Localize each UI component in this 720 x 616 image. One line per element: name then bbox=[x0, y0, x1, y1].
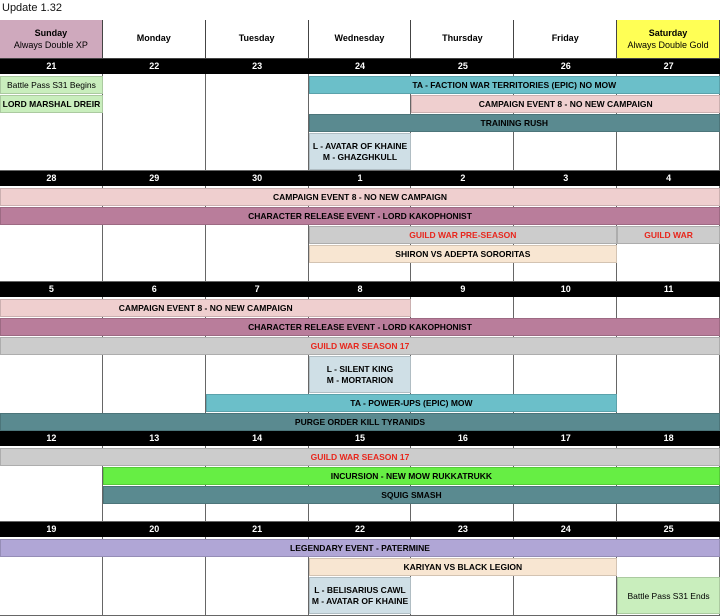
event-bar[interactable] bbox=[309, 356, 412, 393]
event-label: CHARACTER RELEASE EVENT - LORD KAKOPHONIST bbox=[248, 211, 472, 221]
date-label: 19 bbox=[46, 524, 57, 534]
date-label: 3 bbox=[563, 173, 569, 183]
event-bar[interactable] bbox=[103, 467, 720, 485]
date-label: 1 bbox=[357, 173, 363, 183]
event-label: TRAINING RUSH bbox=[480, 118, 549, 128]
event-bar[interactable] bbox=[0, 76, 103, 94]
date-label: 27 bbox=[663, 61, 674, 71]
day-name: Tuesday bbox=[238, 33, 275, 43]
day-note: Always Double Gold bbox=[627, 40, 709, 50]
date-label: 22 bbox=[355, 524, 366, 534]
date-label: 5 bbox=[48, 284, 54, 294]
date-label: 12 bbox=[46, 433, 57, 443]
day-cell[interactable] bbox=[206, 74, 309, 171]
event-line: M - GHAZGHKULL bbox=[322, 151, 398, 162]
event-label: LORD MARSHAL DREIR bbox=[2, 99, 101, 109]
day-name: Sunday bbox=[34, 28, 68, 38]
week-date-row bbox=[0, 59, 720, 74]
event-bar[interactable] bbox=[0, 337, 720, 355]
date-label: 20 bbox=[149, 524, 160, 534]
date-label: 21 bbox=[46, 61, 57, 71]
date-label: 2 bbox=[460, 173, 466, 183]
date-label: 10 bbox=[560, 284, 571, 294]
date-label: 23 bbox=[457, 524, 468, 534]
day-name: Saturday bbox=[648, 28, 688, 38]
event-line: L - AVATAR OF KHAINE bbox=[312, 140, 408, 151]
week-date-row bbox=[0, 522, 720, 537]
week-date-row bbox=[0, 171, 720, 186]
event-label: CHARACTER RELEASE EVENT - LORD KAKOPHONIST bbox=[248, 322, 472, 332]
event-label: Battle Pass S31 Begins bbox=[7, 80, 96, 90]
day-header-monday bbox=[103, 20, 206, 59]
event-line: L - SILENT KING bbox=[326, 363, 394, 374]
date-label: 8 bbox=[357, 284, 363, 294]
date-label: 29 bbox=[149, 173, 160, 183]
date-label: 16 bbox=[457, 433, 468, 443]
calendar-grid bbox=[0, 20, 720, 616]
event-bar[interactable] bbox=[617, 226, 720, 244]
date-label: 9 bbox=[460, 284, 466, 294]
event-line: M - AVATAR OF KHAINE bbox=[311, 595, 409, 606]
date-label: 21 bbox=[252, 524, 263, 534]
date-label: 18 bbox=[663, 433, 674, 443]
day-header-tuesday bbox=[206, 20, 309, 59]
event-label: GUILD WAR SEASON 17 bbox=[310, 341, 410, 351]
date-label: 24 bbox=[355, 61, 366, 71]
event-bar[interactable] bbox=[411, 95, 720, 113]
event-bar[interactable] bbox=[309, 76, 720, 94]
day-name: Friday bbox=[551, 33, 579, 43]
event-label: PURGE ORDER KILL TYRANIDS bbox=[294, 417, 426, 427]
date-label: 26 bbox=[560, 61, 571, 71]
event-bar[interactable] bbox=[309, 114, 720, 132]
event-label: GUILD WAR SEASON 17 bbox=[310, 452, 410, 462]
version-label: Update 1.32 bbox=[2, 2, 62, 14]
day-header-thursday bbox=[411, 20, 514, 59]
date-label: 11 bbox=[663, 284, 674, 294]
event-line: M - MORTARION bbox=[326, 374, 394, 385]
date-label: 6 bbox=[151, 284, 157, 294]
day-note: Always Double XP bbox=[13, 40, 88, 50]
event-label: KARIYAN VS BLACK LEGION bbox=[403, 562, 523, 572]
event-bar[interactable] bbox=[309, 577, 412, 614]
event-bar[interactable] bbox=[0, 318, 720, 336]
event-label: CAMPAIGN EVENT 8 - NO NEW CAMPAIGN bbox=[118, 303, 293, 313]
event-bar[interactable] bbox=[617, 577, 720, 614]
event-label: GUILD WAR PRE-SEASON bbox=[409, 230, 517, 240]
event-label: CAMPAIGN EVENT 8 - NO NEW CAMPAIGN bbox=[478, 99, 653, 109]
date-label: 24 bbox=[560, 524, 571, 534]
day-header-wednesday bbox=[309, 20, 412, 59]
week-date-row bbox=[0, 282, 720, 297]
day-cell[interactable] bbox=[103, 74, 206, 171]
week-date-row bbox=[0, 431, 720, 446]
event-bar[interactable] bbox=[0, 413, 720, 431]
date-label: 25 bbox=[457, 61, 468, 71]
event-bar[interactable] bbox=[0, 188, 720, 206]
date-label: 13 bbox=[149, 433, 160, 443]
event-bar[interactable] bbox=[0, 299, 411, 317]
event-label: INCURSION - NEW MOW RUKKATRUKK bbox=[330, 471, 493, 481]
event-label: LEGENDARY EVENT - PATERMINE bbox=[290, 543, 430, 553]
date-label: 22 bbox=[149, 61, 160, 71]
date-label: 17 bbox=[560, 433, 571, 443]
day-name: Monday bbox=[136, 33, 171, 43]
date-label: 25 bbox=[663, 524, 674, 534]
date-label: 28 bbox=[46, 173, 57, 183]
event-label: Battle Pass S31 Ends bbox=[627, 590, 710, 601]
day-header-sunday bbox=[0, 20, 103, 59]
day-name: Wednesday bbox=[334, 33, 385, 43]
day-name: Thursday bbox=[442, 33, 483, 43]
event-bar[interactable] bbox=[309, 133, 412, 170]
event-label: SHIRON VS ADEPTA SORORITAS bbox=[395, 249, 531, 259]
event-label: TA - FACTION WAR TERRITORIES (EPIC) NO MOW bbox=[412, 80, 617, 90]
event-bar[interactable] bbox=[0, 207, 720, 225]
date-label: 4 bbox=[666, 173, 672, 183]
event-bar[interactable] bbox=[0, 448, 720, 466]
date-label: 14 bbox=[252, 433, 263, 443]
date-label: 23 bbox=[252, 61, 263, 71]
event-bar[interactable] bbox=[309, 558, 618, 576]
event-line: L - BELISARIUS CAWL bbox=[314, 584, 406, 595]
day-header-friday bbox=[514, 20, 617, 59]
date-label: 30 bbox=[252, 173, 263, 183]
event-label: CAMPAIGN EVENT 8 - NO NEW CAMPAIGN bbox=[273, 192, 447, 202]
event-label: GUILD WAR bbox=[644, 230, 693, 240]
event-label: TA - POWER-UPS (EPIC) MOW bbox=[350, 398, 473, 408]
event-bar[interactable] bbox=[103, 486, 720, 504]
event-bar[interactable] bbox=[309, 226, 618, 244]
event-bar[interactable] bbox=[206, 394, 617, 412]
date-label: 15 bbox=[355, 433, 366, 443]
event-bar[interactable] bbox=[0, 95, 103, 113]
day-header-saturday bbox=[617, 20, 720, 59]
event-bar[interactable] bbox=[0, 539, 720, 557]
event-label: SQUIG SMASH bbox=[381, 490, 442, 500]
event-bar[interactable] bbox=[309, 245, 618, 263]
date-label: 7 bbox=[254, 284, 260, 294]
